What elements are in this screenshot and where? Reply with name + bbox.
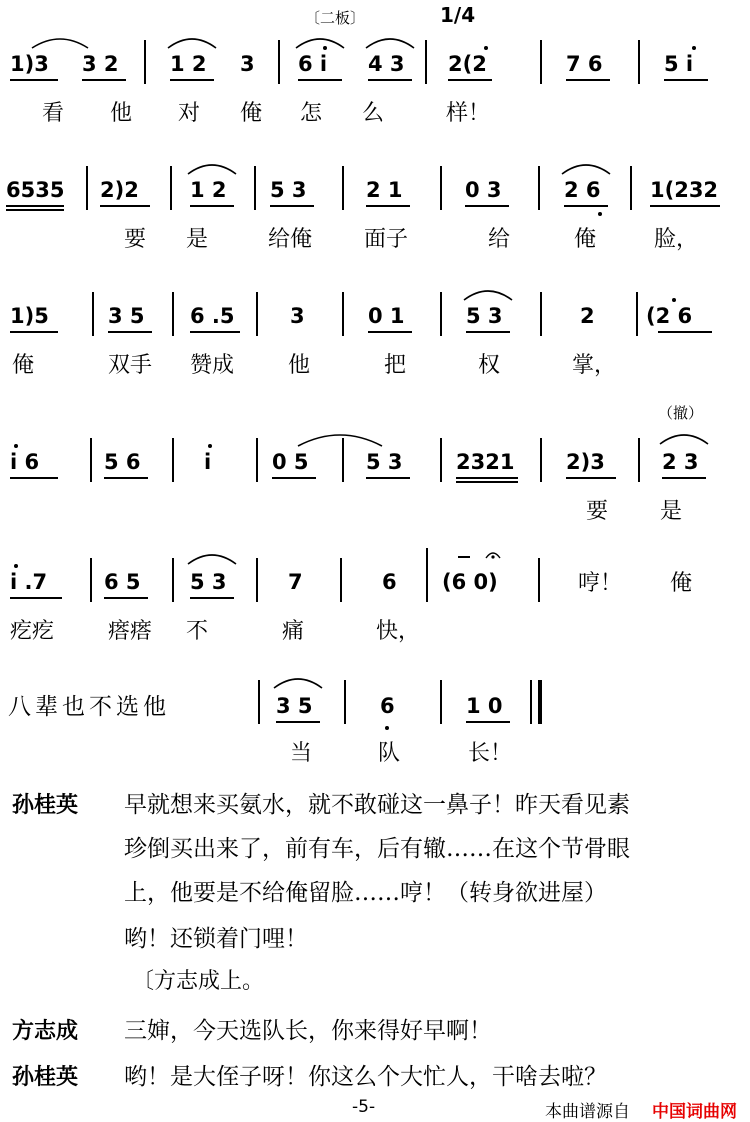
note-group: (6 0): [442, 570, 498, 594]
lyric: 俺: [574, 227, 597, 252]
underline: [276, 721, 320, 723]
low-octave-dot: [598, 212, 602, 216]
high-octave-dot: [484, 46, 488, 50]
underline: [368, 79, 412, 81]
underline: [566, 79, 610, 81]
final-barline: [538, 680, 542, 724]
note-group: 5 3: [366, 450, 403, 474]
tempo-mark: 〔二板〕: [305, 9, 366, 27]
note-group: 2)3: [566, 450, 605, 474]
barline: [92, 292, 94, 336]
barline: [256, 292, 258, 336]
barline: [440, 292, 442, 336]
barline: [144, 40, 146, 84]
dialogue-line: 三婶，今天选队长，你来得好早啊！: [124, 1018, 492, 1044]
barline: [530, 680, 532, 724]
note-group: 0 5: [272, 450, 309, 474]
dialogue-line: 哟！是大侄子呀！你这么个大忙人，干啥去啦？: [124, 1064, 607, 1090]
note-group: 5 3: [466, 304, 503, 328]
high-octave-dot: [208, 444, 212, 448]
lyric: 双手: [108, 353, 153, 378]
underline: [190, 597, 234, 599]
lyric: 他: [110, 101, 133, 126]
note-group: 2321: [456, 450, 515, 474]
lyric: 瘩瘩: [108, 619, 153, 644]
underline: [662, 477, 706, 479]
lyric: 是: [660, 499, 683, 524]
note-group: 0 3: [465, 178, 502, 202]
barline: [426, 548, 428, 602]
underline: [10, 477, 58, 479]
underline: [108, 331, 152, 333]
note-group: 3 2: [82, 52, 119, 76]
barline: [256, 438, 258, 482]
lyric: 长！: [468, 741, 513, 766]
page-number: -5-: [352, 1097, 376, 1117]
slur: [296, 430, 384, 448]
barline: [256, 558, 258, 602]
underline: [190, 331, 240, 333]
note-group: 2 1: [366, 178, 403, 202]
underline: [272, 477, 316, 479]
annotation: （撤）: [658, 404, 704, 422]
lyric: 疙疙: [10, 619, 55, 644]
barline: [254, 166, 256, 210]
underline: [10, 79, 58, 81]
lyric: 权: [478, 353, 501, 378]
underline: [456, 481, 518, 483]
slur: [658, 430, 710, 446]
underline: [10, 597, 62, 599]
barline: [638, 438, 640, 482]
note-group: 3 5: [108, 304, 145, 328]
note-group: i 6: [10, 450, 40, 474]
slur: [186, 160, 238, 176]
underline: [10, 331, 58, 333]
barline: [86, 166, 88, 210]
barline: [172, 558, 174, 602]
note-group: 7 6: [566, 52, 603, 76]
lyric: 面子: [364, 227, 409, 252]
underline: [658, 331, 712, 333]
underline: [448, 79, 492, 81]
spoken-word: 哼！: [578, 571, 623, 596]
note-group: 6 i: [298, 52, 328, 76]
speaker-name: 孙桂英: [12, 793, 79, 818]
underline: [466, 331, 510, 333]
slur: [294, 34, 346, 50]
note-group: 5 3: [190, 570, 227, 594]
site-name: 中国词曲网: [652, 1102, 737, 1122]
lyric: 当: [290, 741, 313, 766]
lyric: 要: [586, 499, 609, 524]
lead-text: 八辈也不选他: [8, 694, 170, 720]
dialogue-line: 珍倒买出来了，前有车，后有辙……在这个节骨眼: [124, 836, 630, 862]
underline: [566, 477, 616, 479]
barline: [172, 292, 174, 336]
note-group: 2: [580, 304, 595, 328]
barline: [540, 438, 542, 482]
lyric: 样！: [446, 101, 491, 126]
note-group: 6 5: [104, 570, 141, 594]
lyric: 俺: [240, 101, 263, 126]
speaker-name: 方志成: [12, 1019, 79, 1044]
underline: [6, 205, 64, 207]
note-group: 2)2: [100, 178, 139, 202]
barline: [340, 558, 342, 602]
spoken-word: 俺: [670, 571, 693, 596]
underline: [366, 205, 410, 207]
lyric: 脸，: [654, 227, 699, 252]
barline: [170, 166, 172, 210]
note-group: 6535: [6, 178, 65, 202]
barline: [258, 680, 260, 724]
underline: [650, 205, 720, 207]
underline: [170, 79, 214, 81]
lyric: 对: [178, 101, 201, 126]
note-group: (2 6: [646, 304, 693, 328]
slur: [272, 674, 324, 690]
dash-mark: [458, 556, 470, 558]
underline: [104, 477, 148, 479]
barline: [172, 438, 174, 482]
high-octave-dot: [14, 444, 18, 448]
barline: [538, 166, 540, 210]
stage-direction: 〔方志成上。: [132, 969, 265, 994]
dialogue-line: 上，他要是不给俺留脸……哼！（转身欲进屋）: [124, 880, 607, 906]
slur: [186, 550, 238, 566]
underline: [366, 477, 410, 479]
note-group: 1 2: [190, 178, 227, 202]
barline: [440, 438, 442, 482]
note-group: 1 2: [170, 52, 207, 76]
note-group: 6 .5: [190, 304, 235, 328]
barline: [638, 40, 640, 84]
barline: [278, 40, 280, 84]
barline: [344, 680, 346, 724]
barline: [630, 166, 632, 210]
barline: [540, 292, 542, 336]
underline: [466, 721, 510, 723]
underline: [456, 477, 518, 479]
underline: [104, 597, 148, 599]
lyric: 队: [378, 741, 401, 766]
note-group: i .7: [10, 570, 48, 594]
lyric: 痛: [282, 619, 305, 644]
lyric: 把: [384, 353, 407, 378]
dialogue-line: 早就想来买氨水，就不敢碰这一鼻子！昨天看见素: [124, 792, 630, 818]
underline: [368, 331, 412, 333]
note-group: 3 5: [276, 694, 313, 718]
note-group: 6: [380, 694, 395, 718]
note-group: 3: [290, 304, 305, 328]
barline: [90, 558, 92, 602]
barline: [440, 680, 442, 724]
note-group: 5 6: [104, 450, 141, 474]
high-octave-dot: [692, 46, 696, 50]
note-group: 1(232: [650, 178, 719, 202]
lyric: 快，: [376, 619, 421, 644]
note-group: i: [204, 450, 212, 474]
lyric: 不: [186, 619, 209, 644]
note-group: 1 0: [466, 694, 503, 718]
lyric: 给: [488, 227, 511, 252]
source-text: 本曲谱源自: [545, 1102, 630, 1122]
note-group: 2 6: [564, 178, 601, 202]
high-octave-dot: [672, 298, 676, 302]
underline: [465, 205, 509, 207]
barline: [440, 166, 442, 210]
high-octave-dot: [323, 46, 327, 50]
note-group: 2 3: [662, 450, 699, 474]
lyric: 给俺: [268, 227, 313, 252]
underline: [298, 79, 342, 81]
barline: [90, 438, 92, 482]
underline: [6, 209, 64, 211]
underline: [564, 205, 608, 207]
lyric: 他: [288, 353, 311, 378]
note-group: 3: [240, 52, 255, 76]
lyric: 怎: [300, 101, 323, 126]
barline: [342, 166, 344, 210]
slur: [30, 34, 90, 50]
high-octave-dot: [14, 564, 18, 568]
underline: [664, 79, 708, 81]
lyric: 俺: [12, 353, 35, 378]
lyric: 要: [124, 227, 147, 252]
lyric: 看: [42, 101, 65, 126]
note-group: 0 1: [368, 304, 405, 328]
note-group: 5 3: [270, 178, 307, 202]
low-octave-dot: [385, 726, 389, 730]
slur: [166, 34, 218, 50]
meter-mark: 1/4: [440, 3, 476, 27]
barline: [538, 558, 540, 602]
lyric: 掌，: [572, 353, 617, 378]
slur: [364, 34, 416, 50]
note-group: 5 i: [664, 52, 694, 76]
speaker-name: 孙桂英: [12, 1065, 79, 1090]
underline: [82, 79, 126, 81]
underline: [190, 205, 234, 207]
note-group: 2(2: [448, 52, 487, 76]
note-group: 1)5: [10, 304, 49, 328]
lyric: 么: [362, 101, 385, 126]
underline: [100, 205, 150, 207]
note-group: 7: [288, 570, 303, 594]
barline: [636, 292, 638, 336]
slur: [560, 160, 612, 176]
fermata: [484, 548, 502, 562]
barline: [342, 292, 344, 336]
lyric: 赞成: [190, 353, 235, 378]
lyric: 是: [186, 227, 209, 252]
note-group: 1)3: [10, 52, 49, 76]
dialogue-line: 哟！还锁着门哩！: [124, 926, 308, 952]
note-group: 4 3: [368, 52, 405, 76]
barline: [425, 40, 427, 84]
barline: [540, 40, 542, 84]
note-group: 6: [382, 570, 397, 594]
slur: [462, 286, 514, 302]
underline: [270, 205, 314, 207]
